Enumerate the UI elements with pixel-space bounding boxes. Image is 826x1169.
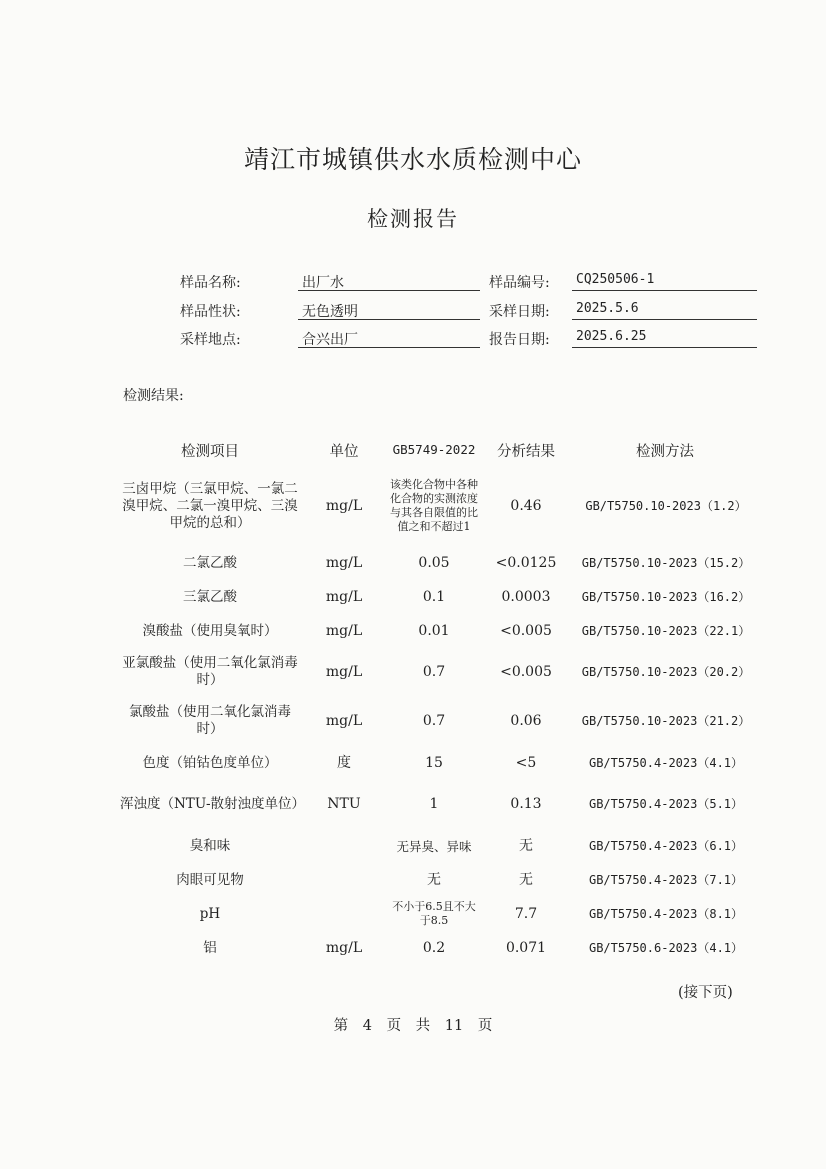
unit-cell: mg/L [325, 663, 363, 680]
method-cell: GB/T5750.4-2023（6.1） [588, 838, 744, 853]
item-cell: 溴酸盐（使用臭氧时） [142, 622, 278, 639]
header-standard: GB5749-2022 [392, 442, 476, 457]
report-date-value: 2025.6.25 [572, 329, 757, 348]
report-date-label: 报告日期: [489, 332, 550, 348]
limit-cell: 0.7 [422, 663, 446, 680]
unit-cell: mg/L [325, 588, 363, 605]
result-cell: 无 [519, 871, 533, 888]
organization-title: 靖江市城镇供水水质检测中心 [243, 145, 582, 174]
method-cell: GB/T5750.6-2023（4.1） [588, 940, 744, 955]
header-unit: 单位 [329, 444, 359, 460]
info-row-1 [0, 272, 826, 296]
sampling-site-value: 合兴出厂 [298, 329, 480, 348]
page-indicator: 第 4 页 共 11 页 [333, 1018, 493, 1034]
limit-cell: 0.2 [422, 939, 446, 956]
method-cell: GB/T5750.10-2023（20.2） [581, 664, 751, 679]
header-method: 检测方法 [636, 444, 694, 460]
sampling-date-label: 采样日期: [489, 304, 550, 320]
item-cell: 臭和味 [189, 837, 231, 854]
sampling-date-value: 2025.5.6 [572, 301, 757, 320]
item-cell: 三氯乙酸 [183, 588, 237, 605]
unit-cell: NTU [327, 795, 361, 812]
method-cell: GB/T5750.10-2023（15.2） [581, 555, 751, 570]
item-cell: 氯酸盐（使用二氧化氯消毒时） [129, 704, 291, 737]
limit-cell: 0.05 [418, 554, 450, 571]
unit-cell: mg/L [325, 712, 363, 729]
sample-property-label: 样品性状: [180, 304, 241, 320]
result-cell: <0.005 [500, 663, 552, 680]
sample-name-label: 样品名称: [180, 275, 241, 291]
item-cell: 亚氯酸盐（使用二氧化氯消毒时） [122, 655, 298, 688]
unit-cell: mg/L [325, 939, 363, 956]
method-cell: GB/T5750.4-2023（8.1） [588, 906, 744, 921]
result-cell: <0.0125 [495, 554, 557, 571]
item-cell: 肉眼可见物 [176, 871, 244, 888]
result-cell: 0.071 [505, 939, 547, 956]
limit-cell: 该类化合物中各种化合物的实测浓度与其各自限值的比值之和不超过1 [390, 478, 478, 533]
method-cell: GB/T5750.10-2023（1.2） [585, 498, 747, 513]
continue-note: (接下页) [678, 985, 733, 1001]
result-cell: 0.13 [510, 795, 542, 812]
unit-cell: 度 [337, 754, 351, 771]
item-cell: pH [199, 905, 221, 922]
info-row-3 [0, 329, 826, 353]
result-cell: <5 [515, 754, 537, 771]
limit-cell: 1 [429, 795, 439, 812]
header-item: 检测项目 [181, 444, 239, 460]
item-cell: 二氯乙酸 [183, 554, 237, 571]
result-cell: 0.46 [510, 497, 542, 514]
item-cell: 铝 [203, 939, 217, 956]
limit-cell: 无异臭、异味 [396, 838, 472, 854]
result-cell: 无 [519, 837, 533, 854]
sampling-site-label: 采样地点: [180, 332, 241, 348]
unit-cell [314, 903, 374, 925]
info-row-2 [0, 301, 826, 325]
limit-cell: 0.1 [422, 588, 446, 605]
item-cell: 浑浊度（NTU-散射浊度单位） [120, 795, 306, 812]
method-cell: GB/T5750.10-2023（21.2） [581, 713, 751, 728]
header-result: 分析结果 [497, 444, 555, 460]
method-cell: GB/T5750.10-2023（16.2） [581, 589, 751, 604]
unit-cell [314, 835, 374, 857]
unit-cell: mg/L [325, 497, 363, 514]
unit-cell: mg/L [325, 622, 363, 639]
result-cell: 0.0003 [501, 588, 551, 605]
method-cell: GB/T5750.4-2023（4.1） [588, 755, 744, 770]
result-cell: 7.7 [514, 905, 538, 922]
results-label: 检测结果: [123, 388, 184, 404]
method-cell: GB/T5750.4-2023（5.1） [588, 796, 744, 811]
result-cell: <0.005 [500, 622, 552, 639]
limit-cell: 不小于6.5且不大于8.5 [392, 900, 476, 927]
item-cell: 三卤甲烷（三氯甲烷、一氯二溴甲烷、二氯一溴甲烷、三溴甲烷的总和） [122, 480, 298, 531]
limit-cell: 15 [425, 754, 443, 771]
unit-cell: mg/L [325, 554, 363, 571]
sample-name-value: 出厂水 [298, 272, 480, 291]
method-cell: GB/T5750.4-2023（7.1） [588, 872, 744, 887]
sample-no-label: 样品编号: [489, 275, 550, 291]
item-cell: 色度（铂钴色度单位） [142, 754, 278, 771]
report-title: 检测报告 [367, 207, 459, 231]
sample-no-value: CQ250506-1 [572, 272, 757, 291]
method-cell: GB/T5750.10-2023（22.1） [581, 623, 751, 638]
limit-cell: 无 [427, 871, 441, 888]
limit-cell: 0.01 [418, 622, 450, 639]
sample-property-value: 无色透明 [298, 301, 480, 320]
limit-cell: 0.7 [422, 712, 446, 729]
unit-cell [314, 869, 374, 891]
result-cell: 0.06 [510, 712, 542, 729]
